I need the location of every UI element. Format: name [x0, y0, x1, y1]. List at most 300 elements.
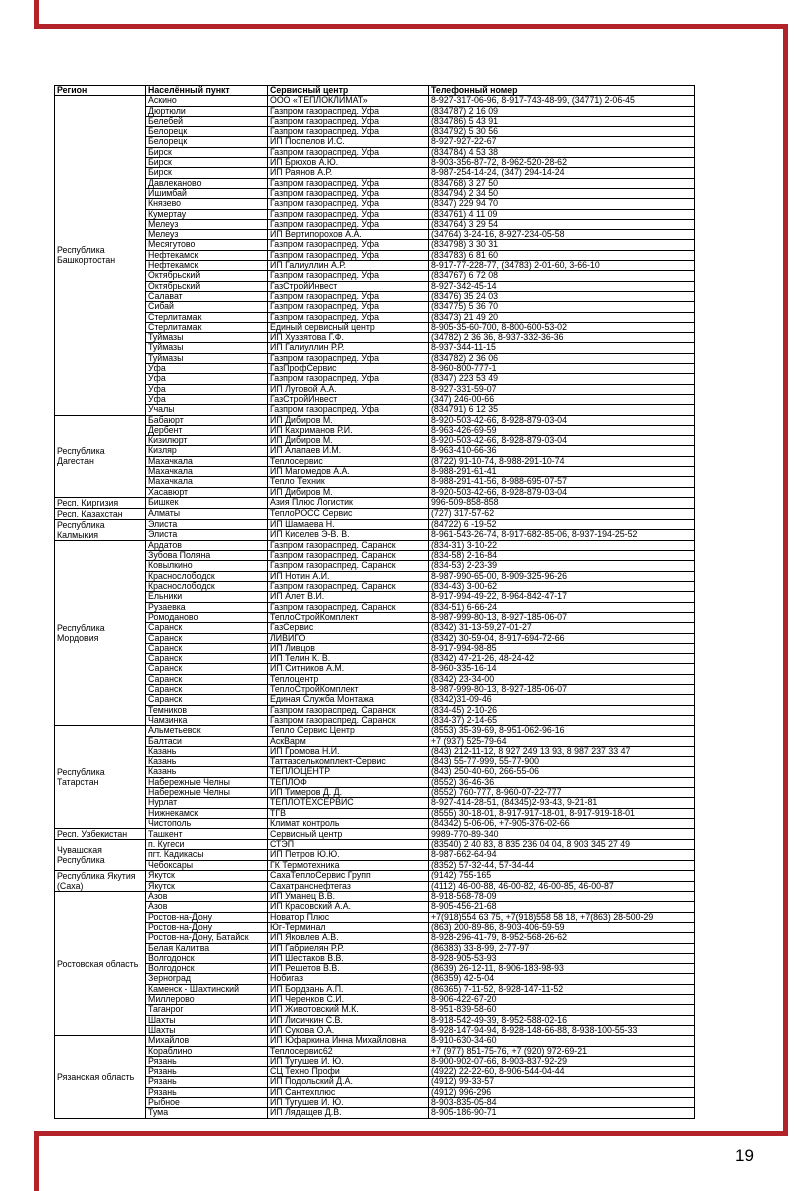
- phone-cell: (834798) 3 30 31: [429, 240, 695, 250]
- table-row: [55, 933, 695, 943]
- table-row: [55, 487, 695, 497]
- table-row: [55, 623, 695, 633]
- service-center-cell: ИП Дибиров М.: [268, 487, 429, 497]
- phone-cell: (4912) 996-296: [429, 1087, 695, 1097]
- table-row: [55, 964, 695, 974]
- phone-cell: 8-905-456-21-68: [429, 902, 695, 912]
- table-row: [55, 477, 695, 487]
- service-center-cell: Газпром газораспред. Уфа: [268, 291, 429, 301]
- service-center-cell: ИП Габриелян Р.Р.: [268, 943, 429, 953]
- service-center-cell: ИП Решетов В.В.: [268, 964, 429, 974]
- service-center-cell: Газпром газораспред. Уфа: [268, 178, 429, 188]
- service-center-cell: ТеплоСтройКомплект: [268, 685, 429, 695]
- service-center-cell: ТеплоСтройКомплект: [268, 612, 429, 622]
- locality-cell: Месягутово: [146, 240, 268, 250]
- phone-cell: (84722) 6 -19-52: [429, 519, 695, 530]
- table-row: [55, 137, 695, 147]
- locality-cell: Шахты: [146, 1025, 268, 1035]
- locality-cell: Балтаси: [146, 736, 268, 746]
- locality-cell: Махачкала: [146, 477, 268, 487]
- table-row: [55, 974, 695, 984]
- phone-cell: 8-987-999-80-13, 8-927-185-06-07: [429, 612, 695, 622]
- phone-cell: (834787) 2 16 09: [429, 106, 695, 116]
- phone-cell: (834-37) 2-14-65: [429, 715, 695, 725]
- phone-cell: 8-927-342-45-14: [429, 281, 695, 291]
- service-center-cell: ИП Телин К. В.: [268, 654, 429, 664]
- phone-cell: 8-905-186-90-71: [429, 1108, 695, 1118]
- table-row: [55, 168, 695, 178]
- locality-cell: Кумертау: [146, 209, 268, 219]
- phone-cell: (834768) 3 27 50: [429, 178, 695, 188]
- locality-cell: Ардатов: [146, 540, 268, 550]
- phone-cell: (843) 55-77-999, 55-77-900: [429, 757, 695, 767]
- phone-cell: (727) 317-57-62: [429, 508, 695, 519]
- phone-cell: (4912) 99-33-57: [429, 1077, 695, 1087]
- phone-cell: 8-917-77-228-77, (34783) 2-01-60, 3-66-10: [429, 261, 695, 271]
- table-row: [55, 881, 695, 892]
- locality-cell: Чамзинка: [146, 715, 268, 725]
- table-row: [55, 353, 695, 363]
- phone-cell: 996-509-858-858: [429, 497, 695, 508]
- phone-cell: 8-963-426-69-59: [429, 425, 695, 435]
- phone-cell: (8342) 30-59-04, 8-917-694-72-66: [429, 633, 695, 643]
- phone-cell: 8-987-999-80-13, 8-927-185-06-07: [429, 685, 695, 695]
- service-center-cell: Нобигаз: [268, 974, 429, 984]
- service-center-cell: Газпром газораспред. Уфа: [268, 250, 429, 260]
- service-center-cell: Газпром газораспред. Уфа: [268, 302, 429, 312]
- phone-cell: (8342) 47-21-26, 48-24-42: [429, 654, 695, 664]
- locality-cell: Ишимбай: [146, 188, 268, 198]
- locality-cell: Кизилюрт: [146, 436, 268, 446]
- service-center-cell: Единая Служба Монтажа: [268, 695, 429, 705]
- locality-cell: Волгодонск: [146, 953, 268, 963]
- service-center-cell: ИП Шестаков В.В.: [268, 953, 429, 963]
- service-center-cell: ИП Уманец В.В.: [268, 892, 429, 902]
- phone-cell: (834-43) 3-00-62: [429, 582, 695, 592]
- locality-cell: Бишкек: [146, 497, 268, 508]
- phone-cell: 8-988-291-61-41: [429, 466, 695, 476]
- locality-cell: Ташкент: [146, 829, 268, 840]
- phone-cell: (86365) 7-11-52, 8-928-147-11-52: [429, 984, 695, 994]
- phone-cell: 8-906-422-67-20: [429, 995, 695, 1005]
- service-center-cell: Теплоцентр: [268, 674, 429, 684]
- table-row: [55, 582, 695, 592]
- locality-cell: Дюртюли: [146, 106, 268, 116]
- service-center-cell: ТЕПЛОЦЕНТР: [268, 767, 429, 777]
- locality-cell: Зубова Поляна: [146, 551, 268, 561]
- table-row: [55, 240, 695, 250]
- locality-cell: Стерлитамак: [146, 322, 268, 332]
- service-center-cell: Газпром газораспред. Уфа: [268, 106, 429, 116]
- table-row: [55, 508, 695, 519]
- phone-cell: 8-937-344-11-15: [429, 343, 695, 353]
- service-center-cell: Новатор Плюс: [268, 912, 429, 922]
- page-number: 19: [735, 1146, 754, 1165]
- locality-cell: Мелеуз: [146, 219, 268, 229]
- locality-cell: Ковылкино: [146, 561, 268, 571]
- locality-cell: Саранск: [146, 654, 268, 664]
- phone-cell: (834-58) 2-16-84: [429, 551, 695, 561]
- table-header-row: [55, 86, 695, 96]
- table-row: [55, 384, 695, 394]
- locality-cell: Темников: [146, 705, 268, 715]
- table-row: [55, 746, 695, 756]
- locality-cell: Князево: [146, 199, 268, 209]
- phone-cell: 8-987-990-65-00, 8-909-325-96-26: [429, 571, 695, 581]
- service-center-cell: Газпром газораспред. Саранск: [268, 715, 429, 725]
- service-center-cell: Газпром газораспред. Уфа: [268, 405, 429, 415]
- table-row: [55, 818, 695, 828]
- page-frame-right: [783, 24, 788, 1136]
- phone-cell: 8-928-905-53-93: [429, 953, 695, 963]
- table-row: [55, 592, 695, 602]
- service-center-cell: ИП Поспелов И.С.: [268, 137, 429, 147]
- table-row: [55, 860, 695, 870]
- phone-cell: 8-960-335-16-14: [429, 664, 695, 674]
- service-center-cell: ИП Лисичкин С.В.: [268, 1015, 429, 1025]
- service-center-cell: СахаТеплоСервис Групп: [268, 871, 429, 882]
- locality-cell: Бирск: [146, 168, 268, 178]
- phone-cell: 8-905-35-60-700, 8-800-600-53-02: [429, 322, 695, 332]
- locality-cell: Ростов-на-Дону: [146, 912, 268, 922]
- phone-cell: 8-900-902-07-66, 8-903-837-92-29: [429, 1056, 695, 1066]
- service-center-cell: ТеплоРОСС Сервис: [268, 508, 429, 519]
- service-center-cell: ИП Подольский Д.А.: [268, 1077, 429, 1087]
- table-row: [55, 551, 695, 561]
- service-center-cell: ИП Хуззятова Г.Ф.: [268, 333, 429, 343]
- service-centers-table: [54, 85, 695, 1119]
- phone-cell: (34782) 2 36 36, 8-937-332-36-36: [429, 333, 695, 343]
- phone-cell: 8-918-568-78-09: [429, 892, 695, 902]
- table-row: [55, 995, 695, 1005]
- table-row: [55, 829, 695, 840]
- phone-cell: 8-910-630-34-60: [429, 1036, 695, 1046]
- service-center-cell: Юг-Терминал: [268, 922, 429, 932]
- table-row: [55, 415, 695, 425]
- phone-cell: (4112) 46-00-88, 46-00-82, 46-00-85, 46-00-87: [429, 881, 695, 892]
- phone-cell: (834784) 4 53 38: [429, 147, 695, 157]
- locality-cell: Уфа: [146, 394, 268, 404]
- table-body: [55, 96, 695, 1118]
- table-row: [55, 1087, 695, 1097]
- phone-cell: (83476) 35 24 03: [429, 291, 695, 301]
- service-center-cell: Газпром газораспред. Уфа: [268, 219, 429, 229]
- locality-cell: Волгодонск: [146, 964, 268, 974]
- phone-cell: (834-31) 3-10-22: [429, 540, 695, 550]
- region-cell: Республика Калмыкия: [55, 519, 146, 540]
- table-row: [55, 446, 695, 456]
- table-row: [55, 571, 695, 581]
- service-center-cell: ЛИВИГО: [268, 633, 429, 643]
- service-center-cell: Газпром газораспред. Уфа: [268, 199, 429, 209]
- region-cell: Респ. Киргизия: [55, 497, 146, 508]
- locality-cell: Миллерово: [146, 995, 268, 1005]
- service-center-cell: Газпром газораспред. Уфа: [268, 147, 429, 157]
- table-row: [55, 405, 695, 415]
- table-row: [55, 1098, 695, 1108]
- table-row: [55, 147, 695, 157]
- table-row: [55, 116, 695, 126]
- locality-cell: Белая Калитва: [146, 943, 268, 953]
- locality-cell: Нефтекамск: [146, 261, 268, 271]
- table-row: [55, 902, 695, 912]
- locality-cell: Зерноград: [146, 974, 268, 984]
- locality-cell: Тума: [146, 1108, 268, 1118]
- service-center-cell: Газпром газораспред. Саранск: [268, 561, 429, 571]
- table-row: [55, 106, 695, 116]
- table-row: [55, 343, 695, 353]
- phone-cell: (8552) 760-777, 8-960-07-22-777: [429, 788, 695, 798]
- service-center-cell: Тепло Техник: [268, 477, 429, 487]
- service-center-cell: Газпром газораспред. Уфа: [268, 127, 429, 137]
- phone-cell: (9142) 755-165: [429, 871, 695, 882]
- table-row: [55, 312, 695, 322]
- table-row: [55, 302, 695, 312]
- table-row: [55, 685, 695, 695]
- phone-cell: (834783) 6 81 60: [429, 250, 695, 260]
- phone-cell: (834791) 6 12 35: [429, 405, 695, 415]
- phone-cell: 8-903-356-87-72, 8-962-520-28-62: [429, 158, 695, 168]
- table-row: [55, 561, 695, 571]
- phone-cell: 8-951-839-58-60: [429, 1005, 695, 1015]
- service-center-cell: ИП Ливцов: [268, 643, 429, 653]
- table-row: [55, 840, 695, 850]
- table-row: [55, 1046, 695, 1056]
- service-center-cell: ГазСтройИнвест: [268, 394, 429, 404]
- service-center-cell: Газпром газораспред. Саранск: [268, 540, 429, 550]
- table-row: [55, 436, 695, 446]
- phone-cell: (834786) 5 43 91: [429, 116, 695, 126]
- phone-cell: (8352) 57-32-44, 57-34-44: [429, 860, 695, 870]
- locality-cell: пгт. Кадикасы: [146, 850, 268, 860]
- service-center-cell: ИП Брюхов А.Ю.: [268, 158, 429, 168]
- table-row: [55, 602, 695, 612]
- service-center-cell: ТГВ: [268, 808, 429, 818]
- table-row: [55, 178, 695, 188]
- header-region: Регион: [55, 86, 146, 96]
- region-cell: Ростовская область: [55, 892, 146, 1036]
- phone-cell: 8-987-254-14-24, (347) 294-14-24: [429, 168, 695, 178]
- page-frame-bottom-stub: [34, 1131, 39, 1191]
- table-row: [55, 1015, 695, 1025]
- phone-cell: (834-53) 2-23-39: [429, 561, 695, 571]
- phone-cell: (8347) 229 94 70: [429, 199, 695, 209]
- locality-cell: Алматы: [146, 508, 268, 519]
- table-row: [55, 633, 695, 643]
- locality-cell: Якутск: [146, 881, 268, 892]
- phone-cell: (83540) 2 40 83, 8 835 236 04 04, 8 903 345 27 49: [429, 840, 695, 850]
- region-cell: Республика Мордовия: [55, 540, 146, 725]
- phone-cell: 8-920-503-42-66, 8-928-879-03-04: [429, 487, 695, 497]
- table-row: [55, 219, 695, 229]
- table-row: [55, 394, 695, 404]
- table-row: [55, 788, 695, 798]
- locality-cell: Азов: [146, 902, 268, 912]
- service-center-cell: ИП Тугушев И. Ю.: [268, 1056, 429, 1066]
- locality-cell: Чистополь: [146, 818, 268, 828]
- locality-cell: Шахты: [146, 1015, 268, 1025]
- table-row: [55, 674, 695, 684]
- table-row: [55, 364, 695, 374]
- phone-cell: 8-920-503-42-66, 8-928-879-03-04: [429, 436, 695, 446]
- service-center-cell: Газпром газораспред. Саранск: [268, 705, 429, 715]
- service-center-cell: ИП Галиуллин А.Р.: [268, 261, 429, 271]
- service-center-cell: ИП Галиуллин Р.Р.: [268, 343, 429, 353]
- table-row: [55, 850, 695, 860]
- table-row: [55, 127, 695, 137]
- region-cell: Рязанская область: [55, 1036, 146, 1118]
- locality-cell: Казань: [146, 767, 268, 777]
- table-row: [55, 943, 695, 953]
- table-row: [55, 540, 695, 550]
- locality-cell: Бабаюрт: [146, 415, 268, 425]
- locality-cell: Октябрьский: [146, 281, 268, 291]
- locality-cell: Ростов-на-Дону: [146, 922, 268, 932]
- locality-cell: Бирск: [146, 158, 268, 168]
- phone-cell: 8-917-994-98-85: [429, 643, 695, 653]
- locality-cell: Саранск: [146, 674, 268, 684]
- phone-cell: 8-960-800-777-1: [429, 364, 695, 374]
- table-row: [55, 777, 695, 787]
- table-row: [55, 322, 695, 332]
- phone-cell: (834767) 6 72 08: [429, 271, 695, 281]
- table-row: [55, 695, 695, 705]
- table-row: [55, 808, 695, 818]
- page-frame-top: [34, 24, 788, 29]
- locality-cell: Белебей: [146, 116, 268, 126]
- table-row: [55, 1077, 695, 1087]
- service-center-cell: ТЕПЛОФ: [268, 777, 429, 787]
- locality-cell: Чебоксары: [146, 860, 268, 870]
- phone-cell: (834764) 3 29 54: [429, 219, 695, 229]
- service-center-cell: ИП Петров Ю.Ю.: [268, 850, 429, 860]
- locality-cell: Салават: [146, 291, 268, 301]
- header-service-center: Сервисный центр: [268, 86, 429, 96]
- phone-cell: (843) 250-40-60, 266-55-06: [429, 767, 695, 777]
- table-row: [55, 664, 695, 674]
- region-cell: Республика Дагестан: [55, 415, 146, 497]
- service-center-cell: ИП Луговой А.А.: [268, 384, 429, 394]
- phone-cell: (8553) 35-39-69, 8-951-062-96-16: [429, 726, 695, 736]
- locality-cell: Туймазы: [146, 353, 268, 363]
- service-center-cell: ИП Лядащев Д.В.: [268, 1108, 429, 1118]
- region-cell: Респ. Узбекистан: [55, 829, 146, 840]
- table-row: [55, 333, 695, 343]
- service-center-cell: СЦ Техно Профи: [268, 1067, 429, 1077]
- locality-cell: Мелеуз: [146, 230, 268, 240]
- service-center-cell: Климат контроль: [268, 818, 429, 828]
- service-center-cell: ГазСтройИнвест: [268, 281, 429, 291]
- table-row: [55, 96, 695, 106]
- locality-cell: Саранск: [146, 664, 268, 674]
- locality-cell: Кизляр: [146, 446, 268, 456]
- locality-cell: Ромоданово: [146, 612, 268, 622]
- service-center-cell: ТЕПЛОТЕХСЕРВИС: [268, 798, 429, 808]
- table-row: [55, 715, 695, 725]
- locality-cell: Саранск: [146, 643, 268, 653]
- phone-cell: 8-903-835-05-84: [429, 1098, 695, 1108]
- table-row: [55, 643, 695, 653]
- phone-cell: 8-920-503-42-66, 8-928-879-03-04: [429, 415, 695, 425]
- service-center-cell: Газпром газораспред. Саранск: [268, 582, 429, 592]
- service-center-cell: Газпром газораспред. Уфа: [268, 353, 429, 363]
- locality-cell: Краснослободск: [146, 582, 268, 592]
- locality-cell: Краснослободск: [146, 571, 268, 581]
- phone-cell: 8-961-543-26-74, 8-917-682-85-06, 8-937-194-25-52: [429, 530, 695, 541]
- service-center-cell: Сахатранснефтегаз: [268, 881, 429, 892]
- phone-cell: (83473) 21 49 20: [429, 312, 695, 322]
- service-center-cell: Таттазселькомплект-Сервис: [268, 757, 429, 767]
- locality-cell: Октябрьский: [146, 271, 268, 281]
- table-row: [55, 1108, 695, 1118]
- locality-cell: Азов: [146, 892, 268, 902]
- service-center-cell: Газпром газораспред. Уфа: [268, 240, 429, 250]
- table-row: [55, 757, 695, 767]
- service-center-cell: ИП Черенков С.И.: [268, 995, 429, 1005]
- phone-cell: (834775) 5 36 70: [429, 302, 695, 312]
- table-row: [55, 612, 695, 622]
- phone-cell: (84342) 5-06-06, +7-905-376-02-66: [429, 818, 695, 828]
- table-row: [55, 456, 695, 466]
- service-center-cell: ИП Бордзань А.П.: [268, 984, 429, 994]
- table-row: [55, 984, 695, 994]
- phone-cell: (834792) 5 30 56: [429, 127, 695, 137]
- phone-cell: 9989-770-89-340: [429, 829, 695, 840]
- service-center-cell: ИП Громова Н.И.: [268, 746, 429, 756]
- locality-cell: Михайлов: [146, 1036, 268, 1046]
- locality-cell: Учалы: [146, 405, 268, 415]
- header-locality: Населённый пункт: [146, 86, 268, 96]
- locality-cell: Рузаевка: [146, 602, 268, 612]
- locality-cell: Рыбное: [146, 1098, 268, 1108]
- service-center-cell: ИП Алапаев И.М.: [268, 446, 429, 456]
- locality-cell: Альметьевск: [146, 726, 268, 736]
- locality-cell: Набережные Челны: [146, 777, 268, 787]
- locality-cell: Стерлитамак: [146, 312, 268, 322]
- locality-cell: Ельники: [146, 592, 268, 602]
- phone-cell: (863) 200-89-86, 8-903-406-59-59: [429, 922, 695, 932]
- service-center-cell: ИП Юфаркина Инна Михайловна: [268, 1036, 429, 1046]
- service-center-cell: ИП Алет В.И.: [268, 592, 429, 602]
- table-row: [55, 736, 695, 746]
- locality-cell: Рязань: [146, 1067, 268, 1077]
- service-center-cell: Газпром газораспред. Уфа: [268, 312, 429, 322]
- region-cell: Чувашская Республика: [55, 840, 146, 871]
- table-row: [55, 466, 695, 476]
- table-row: [55, 250, 695, 260]
- phone-cell: 8-927-927-22-67: [429, 137, 695, 147]
- locality-cell: Махачкала: [146, 466, 268, 476]
- locality-cell: Нурлат: [146, 798, 268, 808]
- phone-cell: (834-45) 2-10-26: [429, 705, 695, 715]
- service-center-cell: СТЭП: [268, 840, 429, 850]
- table-row: [55, 1056, 695, 1066]
- phone-cell: (8342)31-09-46: [429, 695, 695, 705]
- service-center-cell: ИП Тимеров Д. Д.: [268, 788, 429, 798]
- locality-cell: Аскино: [146, 96, 268, 106]
- service-center-cell: ИП Вертипорохов А.А.: [268, 230, 429, 240]
- phone-cell: (86383) 33-8-99, 2-77-97: [429, 943, 695, 953]
- service-center-cell: Газпром газораспред. Уфа: [268, 188, 429, 198]
- phone-cell: (8552) 36-46-36: [429, 777, 695, 787]
- table-row: [55, 1025, 695, 1035]
- service-center-cell: ИП Сукова О.А.: [268, 1025, 429, 1035]
- phone-cell: 8-987-662-64-94: [429, 850, 695, 860]
- phone-cell: (8555) 30-18-01, 8-917-917-18-01, 8-917-919-18-01: [429, 808, 695, 818]
- locality-cell: Уфа: [146, 364, 268, 374]
- locality-cell: Уфа: [146, 384, 268, 394]
- table-row: [55, 922, 695, 932]
